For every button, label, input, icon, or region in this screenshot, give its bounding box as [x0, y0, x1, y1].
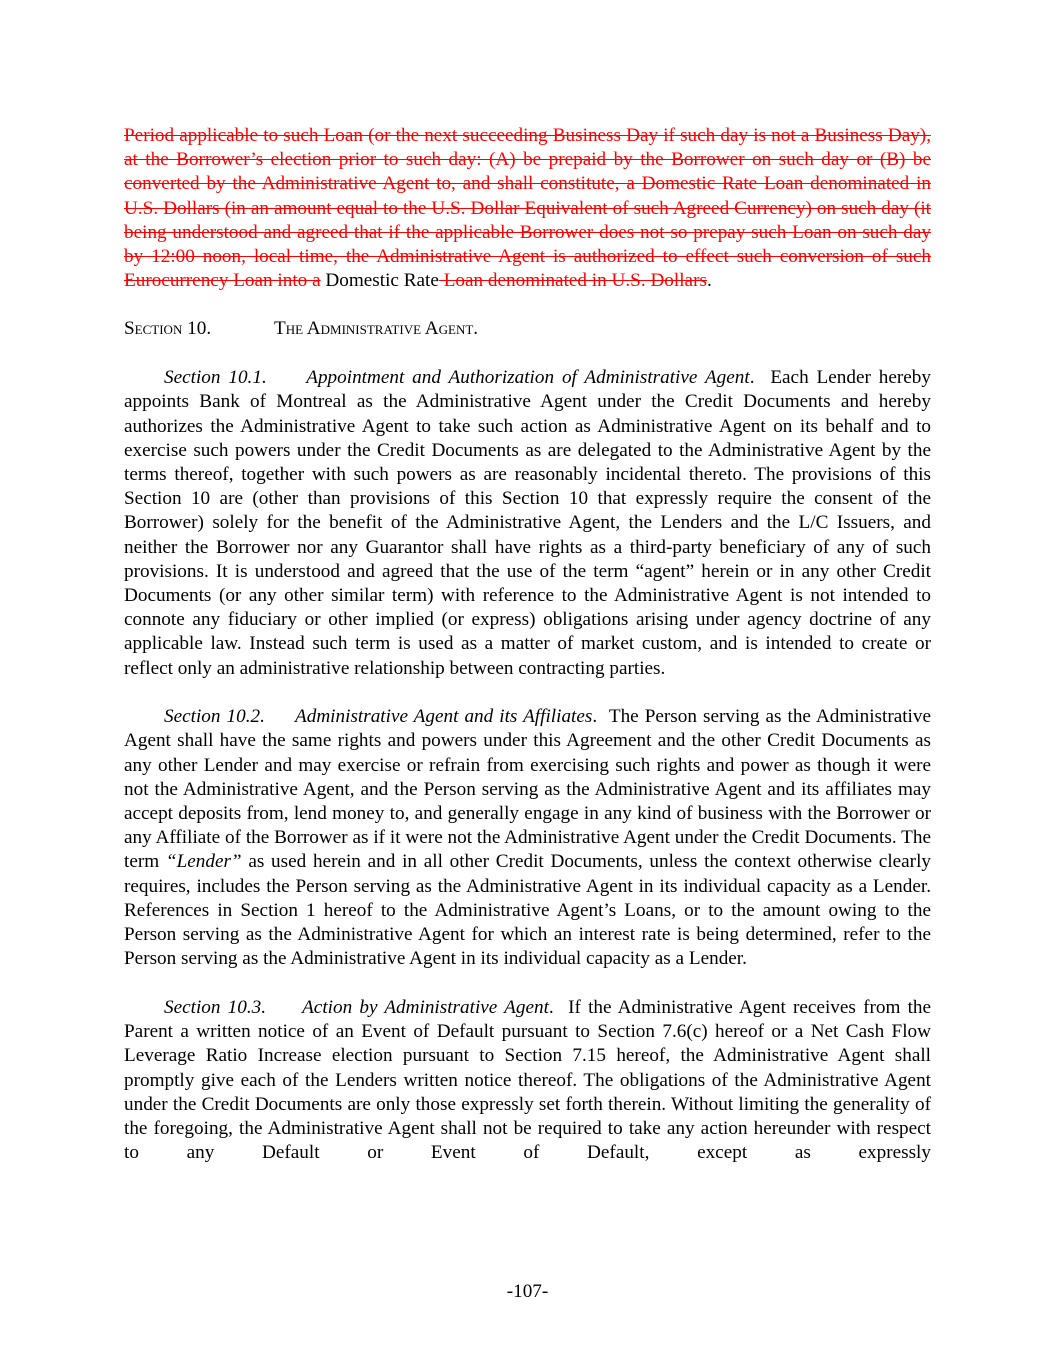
subsection-number: Section 10.2.: [164, 706, 265, 728]
section-10-3: Section 10.3. Action by Administrative Agent. If the Administrative Agent receives from the Parent a written notice of an Event of Default pursuant to Section 7.6(c) hereof or a Net Cash Flow Leverage Ratio Increase election pursuant to Section 7.15 hereof, the Administrative Agent shall promptly give each of the Lenders written notice thereof. The obligations of the Administrative Agent under the Credit Documents are only those expressly set forth therein. Without limiting the generality of the foregoing, the Administrative Agent shall not be required to take any action hereunder with respect to any Default or Event of Default, except as expressly: [124, 997, 932, 1164]
section-number: Section 10.: [124, 318, 212, 340]
subsection-title: Action by Administrative Agent: [302, 997, 549, 1018]
subsection-body: Each Lender hereby appoints Bank of Montreal as the Administrative Agent under the Credit Documents and hereby authorizes the Administrative Agent to take such action as Administrative Agent on its behalf and to exercise such powers under the Credit Documents as are delegated to the Administrative Agent by the terms thereof, together with such powers as are reasonably incidental thereto. The provisions of this Section 10 are (other than provisions of this Section 10 that expressly require the consent of the Borrower) solely for the benefit of the Administrative Agent, the Lenders and the L/C Issuers, and neither the Borrower nor any Guarantor shall have rights as a third-party beneficiary of any of such provisions. It is understood and agreed that the use of the term “agent” herein or in any other Credit Documents (or any other similar term) with reference to the Administrative Agent is not intended to connote any fiduciary or other implied (or express) obligations arising under agency doctrine of any applicable law. Instead such term is used as a matter of market custom, and is intended to create or reflect only an administrative relationship between contracting parties.: [124, 367, 931, 679]
period: .: [706, 270, 712, 292]
section-title: The Administrative Agent.: [274, 318, 479, 340]
subsection-body: If the Administrative Agent receives from the Parent a written notice of an Event of Default pursuant to Section 7.6(c) hereof or a Net Cash Flow Leverage Ratio Increase election pursuant to Section 7.15 hereof, the Administrative Agent shall promptly give each of the Lenders written notice thereof. The obligations of the Administrative Agent under the Credit Documents are only those expressly set forth therein. Without limiting the generality of the foregoing, the Administrative Agent shall not be required to take any action hereunder with respect to any Default or Event of Default, except as expressly: [124, 997, 932, 1164]
section-10-1: Section 10.1. Appointment and Authorization of Administrative Agent. Each Lender hereby appoints Bank of Montreal as the Administrative Agent under the Credit Documents and hereby authorizes the Administrative Agent to take such action as Administrative Agent on its behalf and to exercise such powers under the Credit Documents as are delegated to the Administrative Agent by the terms thereof, together with such powers as are reasonably incidental thereto. The provisions of this Section 10 are (other than provisions of this Section 10 that expressly require the consent of the Borrower) solely for the benefit of the Administrative Agent, the Lenders and the L/C Issuers, and neither the Borrower nor any Guarantor shall have rights as a third-party beneficiary of any of such provisions. It is understood and agreed that the use of the term “agent” herein or in any other Credit Documents (or any other similar term) with reference to the Administrative Agent is not intended to connote any fiduciary or other implied (or express) obligations arising under agency doctrine of any applicable law. Instead such term is used as a matter of market custom, and is intended to create or reflect only an administrative relationship between contracting parties.: [124, 367, 931, 679]
subsection-title: Appointment and Authorization of Administrative Agent: [306, 367, 750, 389]
subsection-body: The Person serving as the Administrative Agent shall have the same rights and powers under this Agreement and the other Credit Documents as any other Lender and may exercise or refrain from exercising such rights and power as though it were not the Administrative Agent, and the Person serving as the Administrative Agent and its affiliates may accept deposits from, lend money to, and generally engage in any kind of business with the Borrower or any Affiliate of the Borrower as if it were not the Administrative Agent under the Credit Documents. The term: [124, 706, 932, 873]
defined-term: “Lender”: [165, 851, 242, 873]
struck-text: Period applicable to such Loan (or the next succeeding Business Day if such day is not a Business Day), at the Borrower’s election prior to such day: (A) be prepaid by the Borrower on such day or (B) be converted by the Administrative Agent to, and shall constitute, a Domestic Rate Loan denominated in U.S. Dollars (in an amount equal to the U.S. Dollar Equivalent of such Agreed Currency) on such day (it being understood and agreed that if the applicable Borrower does not so prepay such Loan on such day by 12:00 noon, local time, the Administrative Agent is authorized to effect such conversion of such Eurocurrency Loan into a: [124, 125, 931, 292]
struck-text: Loan denominated in U.S. Dollars: [438, 270, 707, 292]
section-10-2: Section 10.2. Administrative Agent and its Affiliates. The Person serving as the Administrative Agent shall have the same rights and powers under this Agreement and the other Credit Documents as any other Lender and may exercise or refrain from exercising such rights and power as though it were not the Administrative Agent, and the Person serving as the Administrative Agent and its affiliates may accept deposits from, lend money to, and generally engage in any kind of business with the Borrower or any Affiliate of the Borrower as if it were not the Administrative Agent under the Credit Documents. The term “Lender” as used herein and in all other Credit Documents, unless the context otherwise clearly requires, includes the Person serving as the Administrative Agent in its individual capacity as a Lender. References in Section 1 hereof to the Administrative Agent’s Loans, or to the amount owing to the Person serving as the Administrative Agent for which an interest rate is being determined, refer to the Person serving as the Administrative Agent in its individual capacity as a Lender.: [124, 706, 932, 970]
document-page: [124, 124, 931, 1165]
section-heading: [124, 317, 931, 341]
kept-text: Domestic Rate: [320, 270, 439, 292]
deleted-paragraph: [124, 124, 931, 293]
page-number: -107-: [506, 1281, 549, 1302]
subsection-number: Section 10.1.: [164, 367, 267, 389]
subsection-number: Section 10.3.: [164, 997, 267, 1018]
subsection-body-cont: as used herein and in all other Credit Documents, unless the context otherwise clearly requires, includes the Person serving as the Administrative Agent in its individual capacity as a Lender. References in Section 1 hereof to the Administrative Agent’s Loans, or to the amount owing to the Person serving as the Administrative Agent for which an interest rate is being determined, refer to the Person serving as the Administrative Agent in its individual capacity as a Lender.: [124, 851, 931, 970]
subsection-title: Administrative Agent and its Affiliates: [295, 706, 593, 728]
